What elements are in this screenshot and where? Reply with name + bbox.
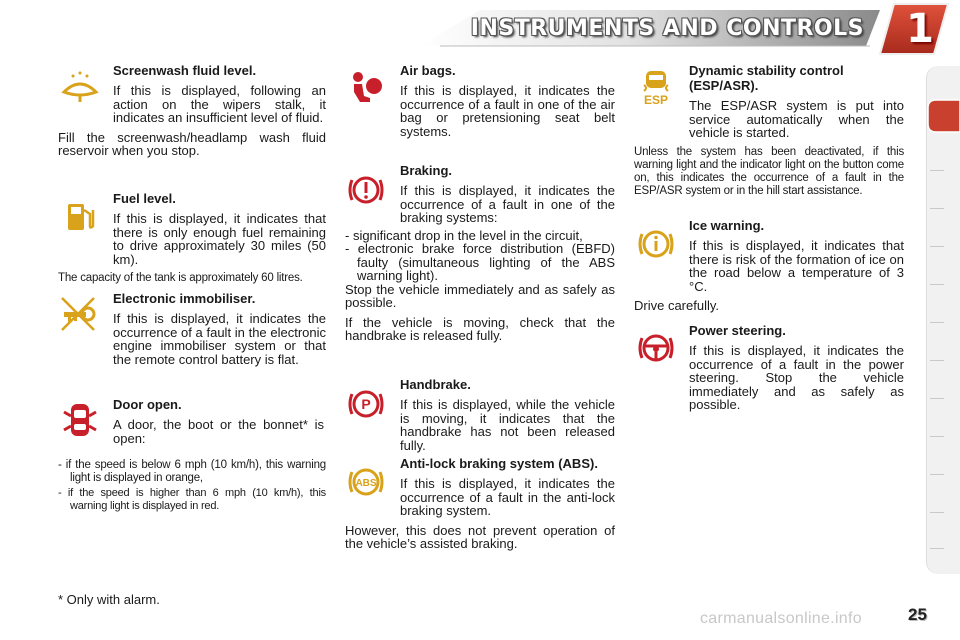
braking-item-2: - electronic brake force distribution (EBFD) faulty (simultaneous lighting of the ABS warning light). (345, 241, 615, 283)
screenwash-section (58, 63, 326, 158)
esp-heading: Dynamic stability control (ESP/ASR). (689, 63, 844, 93)
svg-text:P: P (361, 396, 371, 412)
chapter-tabs[interactable] (926, 66, 960, 574)
handbrake-section (345, 377, 615, 452)
abs-section (345, 456, 615, 551)
tab-divider (930, 284, 944, 285)
screenwash-text: If this is displayed, following an action on the wipers stalk, it indicates an insufficient level of fluid. (113, 83, 326, 125)
tab-divider (930, 208, 944, 209)
watermark: carmanualsonline.info (700, 610, 862, 627)
screenwash-extra: Fill the screenwash/headlamp wash fluid reservoir when you stop. (58, 129, 326, 158)
steering-section (634, 323, 904, 412)
braking-section (345, 163, 615, 343)
svg-text:ESP: ESP (643, 93, 669, 107)
tab-divider (930, 398, 944, 399)
tab-divider (930, 360, 944, 361)
door-heading: Door open. (113, 397, 182, 412)
page-number: 25 (908, 605, 927, 624)
footnote: * Only with alarm. (58, 592, 160, 607)
chapter-number: 1 (906, 6, 934, 52)
abs-heading: Anti-lock braking system (ABS). (400, 456, 598, 471)
fuel-section (58, 191, 326, 285)
fuel-note: The capacity of the tank is approximately 60 litres. (58, 272, 303, 284)
tab-divider (930, 170, 944, 171)
door-item-2: - if the speed is higher than 6 mph (10 km/h), this warning light is displayed in red. (58, 487, 326, 512)
ice-heading: Ice warning. (689, 218, 765, 233)
airbags-text: If this is displayed, it indicates the occurrence of a fault in one of the air bag or pretensioning seat belt systems. (400, 83, 615, 139)
immobiliser-heading: Electronic immobiliser. (113, 291, 256, 306)
esp-note: Unless the system has been deactivated, if this warning light and the indicator light on the button come on, this indicates the occurrence of a fault in the ESP/ASR system or in the hill start assistance. (634, 145, 904, 197)
immobiliser-text: If this is displayed, it indicates the occurrence of a fault in the electronic engine immobiliser system or that the remote control battery is flat. (113, 311, 326, 367)
tab-divider (930, 548, 944, 549)
braking-p2: Stop the vehicle immediately and as safely as possible. (345, 281, 615, 310)
fuel-heading: Fuel level. (113, 191, 176, 206)
ice-p2: Drive carefully. (634, 298, 720, 313)
esp-section (634, 63, 904, 198)
braking-p3: If the vehicle is moving, check that the handbrake is released fully. (345, 314, 615, 343)
fuel-text: If this is displayed, it indicates that there is only enough fuel remaining to drive approximately 30 miles (50 km). (113, 211, 326, 267)
ice-section (634, 218, 904, 313)
abs-text: If this is displayed, it indicates the occurrence of a fault in the anti-lock braking system. (400, 476, 615, 518)
abs-p2: However, this does not prevent operation of the vehicle’s assisted braking. (345, 522, 615, 551)
braking-item-1: - significant drop in the level in the circuit, (345, 227, 583, 243)
esp-text: The ESP/ASR system is put into service automatically when the vehicle is started. (689, 98, 904, 140)
chapter-tab-active[interactable] (926, 98, 960, 134)
braking-text: If this is displayed, it indicates the occurrence of a fault in one of the braking systems: (400, 183, 615, 225)
page-title: INSTRUMENTS AND CONTROLS (470, 16, 864, 41)
handbrake-heading: Handbrake. (400, 377, 471, 392)
tab-divider (930, 512, 944, 513)
steering-text: If this is displayed, it indicates the occurrence of a fault in the power steering. Stop the vehicle immediately and as safely as possible. (689, 343, 904, 412)
door-text: A door, the boot or the bonnet* is open: (113, 417, 324, 446)
door-section (58, 397, 326, 513)
door-item-1: - if the speed is below 6 mph (10 km/h), this warning light is displayed in orange, (58, 459, 326, 484)
tab-divider (930, 322, 944, 323)
airbags-heading: Air bags. (400, 63, 456, 78)
tab-divider (930, 436, 944, 437)
immobiliser-section (58, 291, 326, 366)
steering-heading: Power steering. (689, 323, 786, 338)
braking-heading: Braking. (400, 163, 453, 178)
svg-text:ABS: ABS (355, 478, 377, 489)
tab-divider (930, 246, 944, 247)
tab-divider (930, 474, 944, 475)
handbrake-text: If this is displayed, while the vehicle is moving, it indicates that the handbrake has not been released fully. (400, 397, 615, 453)
airbags-section (345, 63, 615, 138)
screenwash-heading: Screenwash fluid level. (113, 63, 257, 78)
ice-text: If this is displayed, it indicates that there is risk of the formation of ice on the road below a temperature of 3 °C. (689, 238, 904, 294)
